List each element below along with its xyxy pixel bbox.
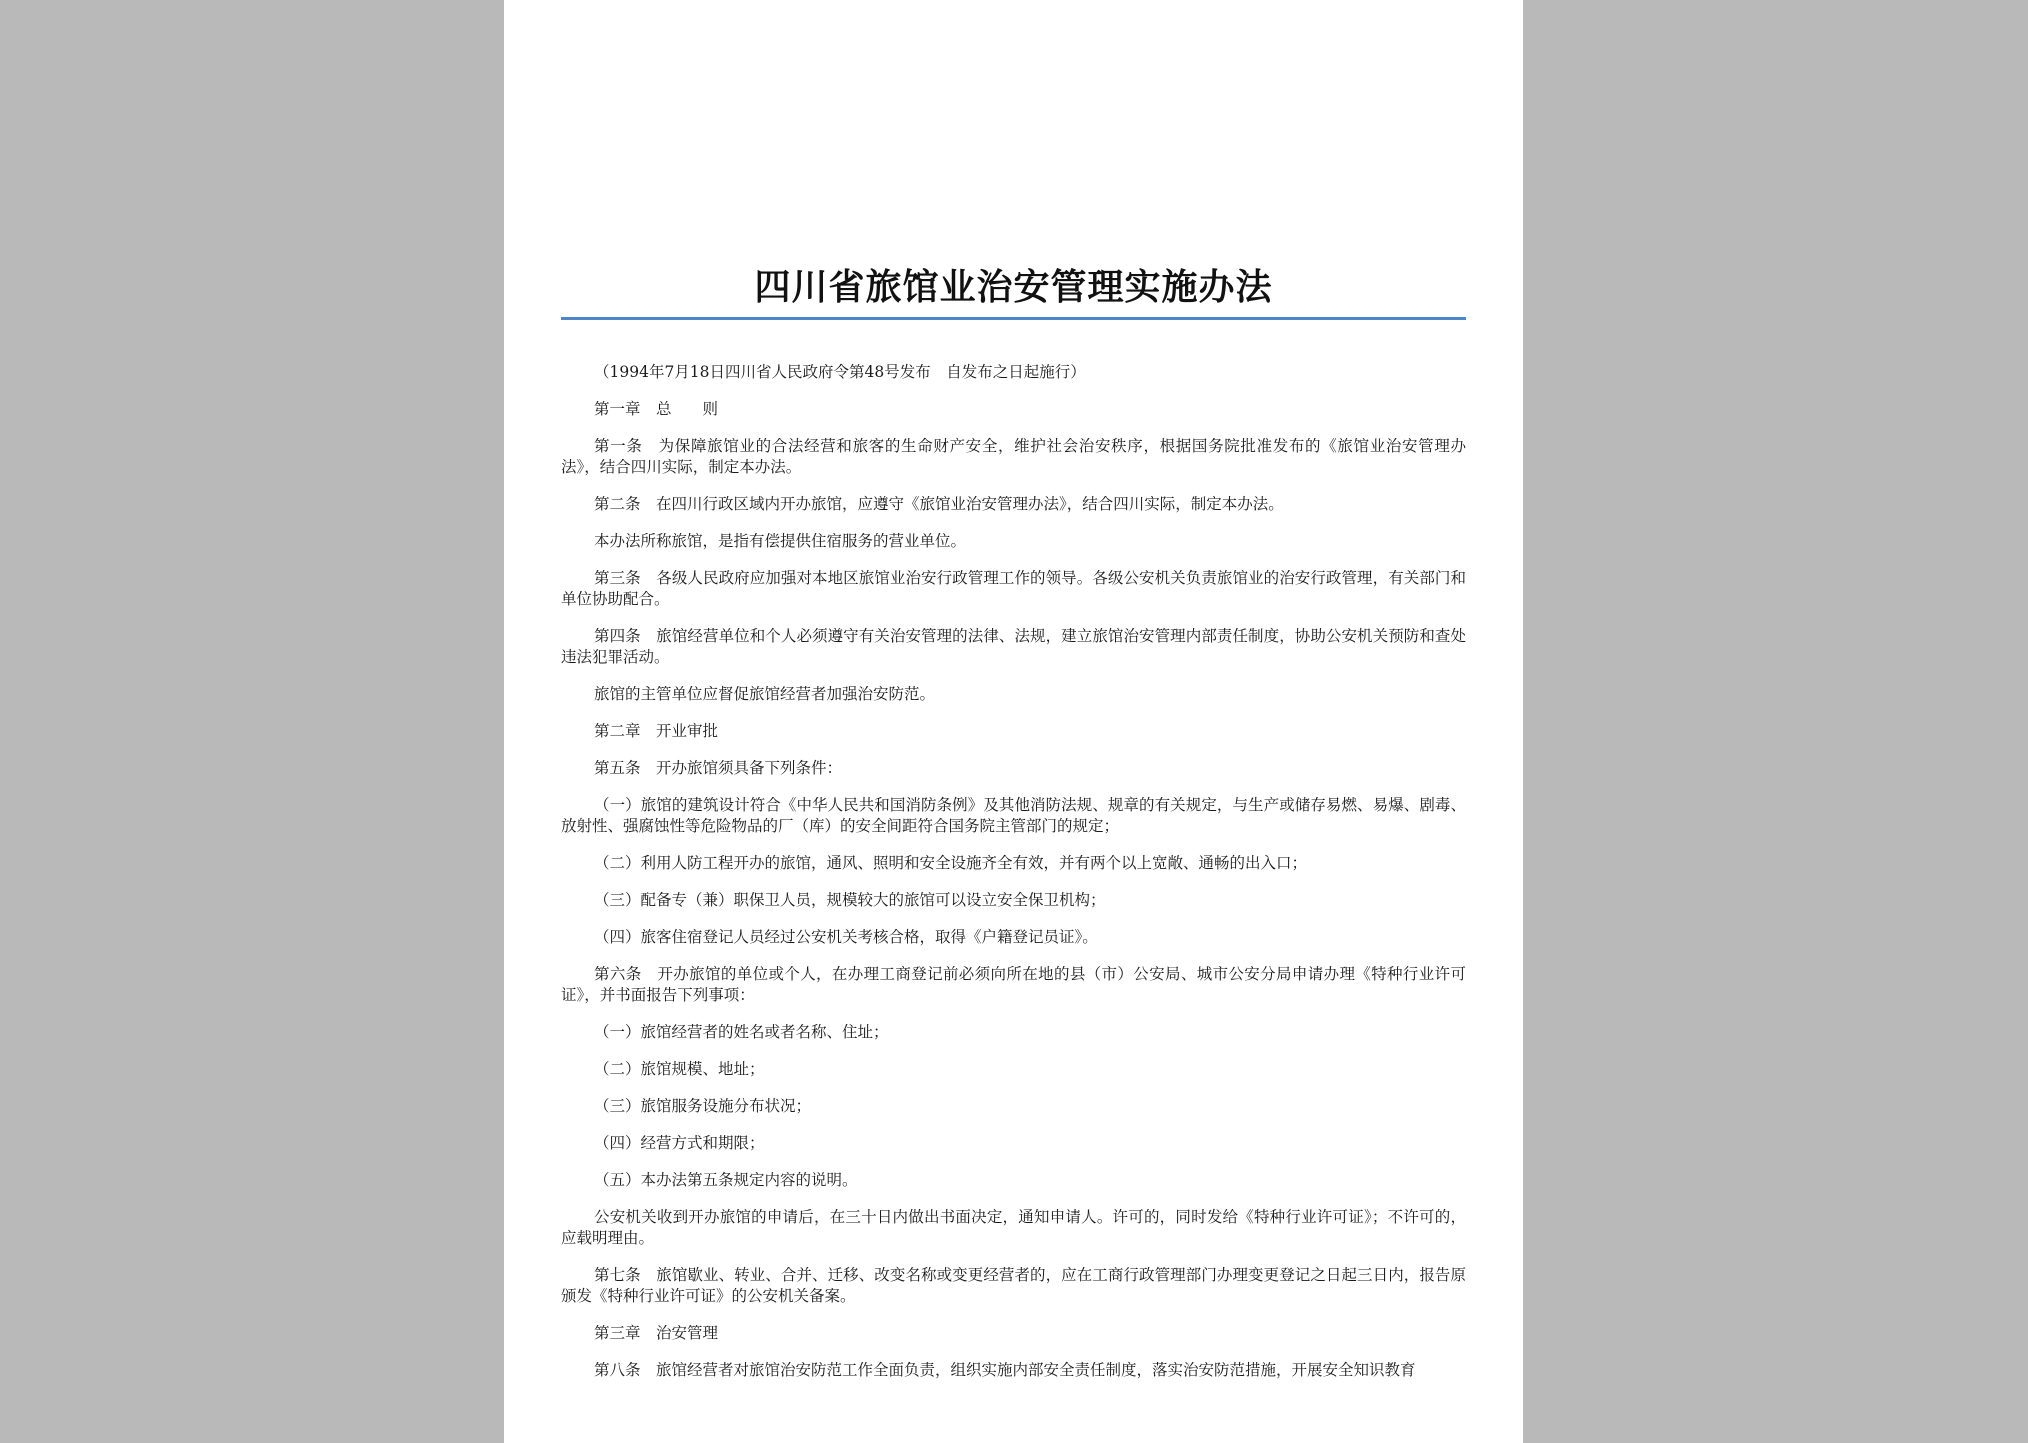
article-2-definition: 本办法所称旅馆，是指有偿提供住宿服务的营业单位。 — [594, 532, 967, 550]
article-5-item-3: （三）配备专（兼）职保卫人员，规模较大的旅馆可以设立安全保卫机构； — [594, 891, 1106, 909]
title-divider — [561, 317, 1466, 320]
article-4: 第四条 旅馆经营单位和个人必须遵守有关治安管理的法律、法规，建立旅馆治安管理内部责任制度，协助公安机关预防和查处违法犯罪活动。 — [561, 627, 1466, 666]
article-5-item-2: （二）利用人防工程开办的旅馆，通风、照明和安全设施齐全有效，并有两个以上宽敞、通畅的出入口； — [594, 854, 1308, 872]
article-6-item-2: （二）旅馆规模、地址； — [594, 1060, 765, 1078]
chapter-heading-3: 第三章 治安管理 — [594, 1324, 719, 1342]
article-5-item-4: （四）旅客住宿登记人员经过公安机关考核合格，取得《户籍登记员证》。 — [594, 928, 1098, 946]
article-5-item-1: （一）旅馆的建筑设计符合《中华人民共和国消防条例》及其他消防法规、规章的有关规定，与生产或储存易燃、易爆、剧毒、放射性、强腐蚀性等危险物品的厂（库）的安全间距符合国务院主管部门的规定； — [561, 796, 1466, 835]
document-body — [561, 362, 1466, 1381]
article-6-item-3: （三）旅馆服务设施分布状况； — [594, 1097, 812, 1115]
article-6: 第六条 开办旅馆的单位或个人，在办理工商登记前必须向所在地的县（市）公安局、城市公安分局申请办理《特种行业许可证》，并书面报告下列事项： — [561, 965, 1466, 1004]
article-1: 第一条 为保障旅馆业的合法经营和旅客的生命财产安全，维护社会治安秩序，根据国务院批准发布的《旅馆业治安管理办法》，结合四川实际，制定本办法。 — [561, 437, 1466, 476]
document-title: 四川省旅馆业治安管理实施办法 — [754, 266, 1273, 308]
article-2: 第二条 在四川行政区域内开办旅馆，应遵守《旅馆业治安管理办法》，结合四川实际，制定本办法。 — [594, 495, 1284, 513]
article-3: 第三条 各级人民政府应加强对本地区旅馆业治安行政管理工作的领导。各级公安机关负责旅馆业的治安行政管理，有关部门和单位协助配合。 — [561, 569, 1466, 608]
article-8: 第八条 旅馆经营者对旅馆治安防范工作全面负责，组织实施内部安全责任制度，落实治安防范措施，开展安全知识教育 — [594, 1361, 1416, 1379]
article-6-item-5: （五）本办法第五条规定内容的说明。 — [594, 1171, 858, 1189]
article-6-item-1: （一）旅馆经营者的姓名或者名称、住址； — [594, 1023, 889, 1041]
article-6-item-4: （四）经营方式和期限； — [594, 1134, 765, 1152]
article-5: 第五条 开办旅馆须具备下列条件： — [594, 759, 843, 777]
chapter-heading-2: 第二章 开业审批 — [594, 722, 719, 740]
article-4-supervision: 旅馆的主管单位应督促旅馆经营者加强治安防范。 — [594, 685, 936, 703]
article-7: 第七条 旅馆歇业、转业、合并、迁移、改变名称或变更经营者的，应在工商行政管理部门办理变更登记之日起三日内，报告原颁发《特种行业许可证》的公安机关备案。 — [561, 1266, 1466, 1305]
document-page — [504, 0, 1523, 1443]
paragraph-source-note: （1994年7月18日四川省人民政府令第48号发布 自发布之日起施行） — [594, 363, 1086, 381]
article-6-decision: 公安机关收到开办旅馆的申请后，在三十日内做出书面决定，通知申请人。许可的，同时发给《特种行业许可证》；不许可的，应载明理由。 — [561, 1208, 1466, 1247]
chapter-heading-1: 第一章 总 则 — [594, 400, 719, 418]
